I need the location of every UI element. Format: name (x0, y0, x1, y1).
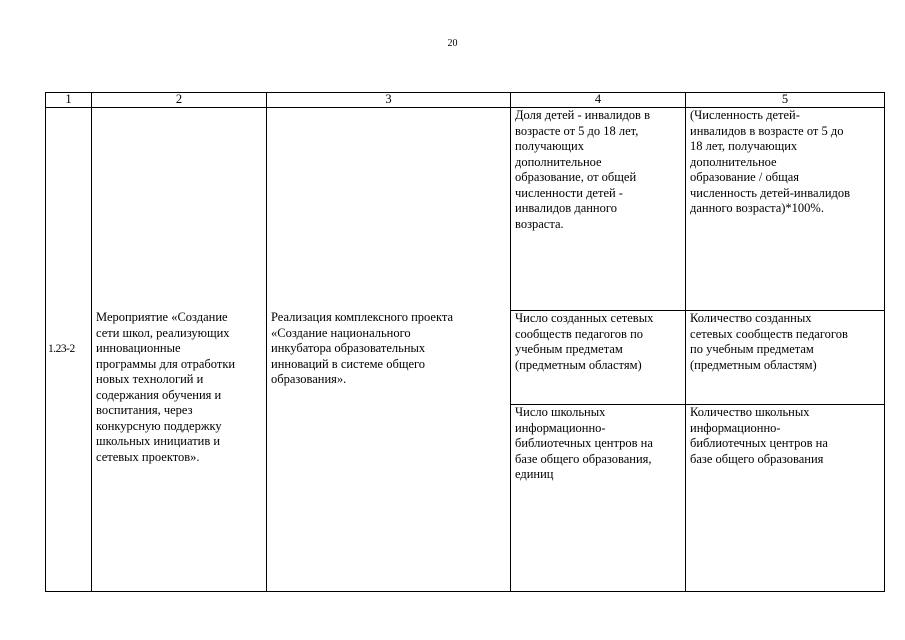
indicator-name-text: Доля детей - инвалидов в возрасте от 5 до 18 лет, получающих дополнительное образование, от общей численности детей - инвалидов данного возраста. (515, 108, 650, 231)
table-row (46, 108, 885, 311)
activity-text: Мероприятие «Создание сети школ, реализующих инновационные программы для отработки новых технологий и содержания обучения и воспитания, через конкурсную поддержку школьных инициатив и сетевых проектов». (96, 310, 236, 464)
column-header-2: 2 (92, 93, 267, 108)
row-number-cell: 1.23-2 (46, 108, 92, 592)
indicator-name-cell (511, 405, 686, 592)
indicator-method-text: Количество созданных сетевых сообществ педагогов по учебным предметам (предметным областям) (690, 311, 848, 372)
indicator-name-cell (511, 108, 686, 311)
column-header-1: 1 (46, 93, 92, 108)
column-header-5: 5 (686, 93, 885, 108)
indicator-name-cell (511, 311, 686, 405)
indicator-method-text: Количество школьных информационно- библиотечных центров на базе общего образования (690, 405, 828, 466)
document-table (45, 92, 885, 592)
indicator-method-cell (686, 311, 885, 405)
column-header-4: 4 (511, 93, 686, 108)
table-header-row (46, 93, 885, 108)
column-header-3: 3 (267, 93, 511, 108)
project-cell (267, 108, 511, 592)
activity-cell (92, 108, 267, 592)
indicator-name-text: Число школьных информационно- библиотечных центров на базе общего образования, единиц (515, 405, 653, 482)
project-text: Реализация комплексного проекта «Создание национального инкубатора образовательных инноваций в системе общего образования». (271, 310, 454, 387)
indicator-method-cell (686, 405, 885, 592)
page-number: 20 (447, 38, 458, 49)
indicator-method-text: (Численность детей- инвалидов в возрасте от 5 до 18 лет, получающих дополнительное образование / общая численность детей-инвалидов данного возраста)*100%. (690, 108, 851, 216)
indicator-name-text: Число созданных сетевых сообществ педагогов по учебным предметам (предметным областям) (515, 311, 654, 372)
indicator-method-cell (686, 108, 885, 311)
